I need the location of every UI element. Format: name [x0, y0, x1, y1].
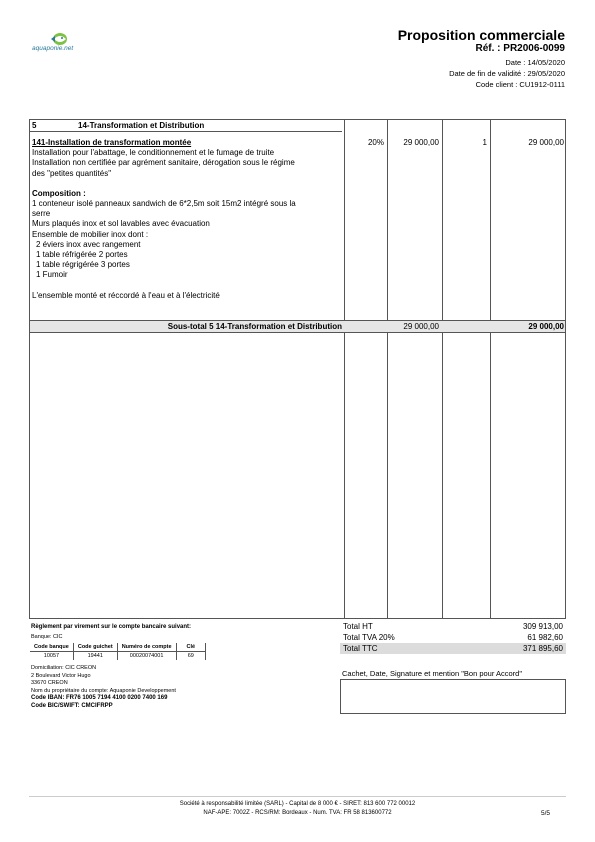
total-ttc-row [340, 643, 566, 654]
composition-line: 1 conteneur isolé panneaux sandwich de 6*2,5m soit 15m2 intégré sous la [32, 199, 296, 209]
iban: Code IBAN: FR76 1005 7194 4100 0200 7400 169 [31, 695, 168, 701]
bank-header: Code banque [30, 643, 73, 652]
total-ht-row [340, 621, 566, 632]
bank-name: Banque: CIC [31, 634, 63, 640]
client-code: Code client : CU1912-0111 [475, 80, 565, 89]
item-quantity: 1 [482, 138, 487, 147]
composition-line: 1 table réfrigérée 2 portes [36, 250, 128, 260]
item-description [32, 138, 344, 301]
account-number: 00020074001 [117, 652, 176, 661]
total-ht-value: 309 913,00 [522, 622, 563, 631]
closing-line: L'ensemble monté et réccordé à l'eau et à l'électricité [32, 290, 220, 300]
fish-leaf-logo-icon [30, 30, 90, 56]
bank-details-table [30, 643, 206, 660]
logo-text: aquaponie.net [32, 45, 74, 52]
section-heading [32, 121, 204, 130]
bank-header: Code guichet [73, 643, 117, 652]
item-title: 141-Installation de transformation montée [32, 138, 192, 147]
composition-label: Composition : [32, 188, 86, 198]
composition-line: 2 éviers inox avec rangement [36, 239, 141, 249]
footer-divider [29, 796, 566, 797]
branch-code: 19441 [73, 652, 117, 661]
desc-line: Installation pour l'abattage, le conditionnement et le fumage de truite [32, 148, 275, 158]
composition-line: Ensemble de mobilier inox dont : [32, 229, 149, 239]
domiciliation: Domiciliation: CIC CREON [31, 665, 97, 671]
footer-legal-1: Société à responsabilité limitée (SARL) - Capital de 8 000 € - SIRET: 813 600 772 00012 [179, 801, 416, 807]
bank-code: 10057 [30, 652, 73, 661]
document-title: Proposition commerciale [397, 27, 565, 43]
payment-title: Règlement par virement sur le compte bancaire suivant: [31, 624, 192, 630]
desc-line: des "petites quantités" [32, 168, 112, 178]
section-title: 14-Transformation et Distribution [78, 121, 205, 130]
rib-key: 69 [176, 652, 206, 661]
signature-label: Cachet, Date, Signature et mention "Bon pour Accord" [342, 669, 523, 678]
subtotal-label: Sous-total 5 14-Transformation et Distribution [167, 322, 342, 331]
section-number: 5 [32, 121, 37, 130]
bank-address-2: 33670 CREON [31, 680, 68, 686]
total-tva-value: 61 982,60 [527, 633, 563, 642]
item-unit-price: 29 000,00 [403, 138, 439, 147]
composition-line: 1 table régrigérée 3 portes [36, 260, 130, 270]
composition-line: serre [32, 209, 51, 219]
bic: Code BIC/SWIFT: CMCIFRPP [31, 703, 113, 709]
items-table [29, 119, 566, 619]
document-reference: Réf. : PR2006-0099 [475, 43, 565, 54]
total-ttc-value: 371 895,60 [522, 644, 563, 653]
total-ttc-label: Total TTC [343, 644, 378, 653]
total-tva-row [340, 632, 566, 643]
item-total: 29 000,00 [528, 138, 564, 147]
account-owner: Nom du propriétaire du compte: Aquaponie Developpement [31, 688, 176, 694]
bank-address-1: 2 Boulevard Victor Hugo [31, 673, 91, 679]
company-logo [30, 30, 90, 56]
validity-date: Date de fin de validité : 29/05/2020 [449, 69, 565, 78]
subtotal-unit: 29 000,00 [403, 322, 439, 331]
bank-header: Clé [176, 643, 206, 652]
composition-line: Murs plaqués inox et sol lavables avec évacuation [32, 219, 210, 229]
signature-box [340, 679, 566, 714]
total-tva-label: Total TVA 20% [343, 633, 395, 642]
page-number: 5/5 [540, 810, 550, 817]
total-ht-label: Total HT [343, 622, 373, 631]
document-date: Date : 14/05/2020 [505, 58, 565, 67]
desc-line: Installation non certifiée par agrément sanitaire, dérogation sous le régime [32, 158, 295, 168]
totals-block [340, 621, 566, 654]
subtotal-total: 29 000,00 [528, 322, 564, 331]
item-vat: 20% [367, 138, 384, 147]
bank-header: Numéro de compte [117, 643, 176, 652]
footer-legal-2: NAF-APE: 7002Z - RCS/RM: Bordeaux - Num. TVA: FR 58 813600772 [203, 810, 392, 816]
composition-line: 1 Fumoir [36, 270, 68, 280]
